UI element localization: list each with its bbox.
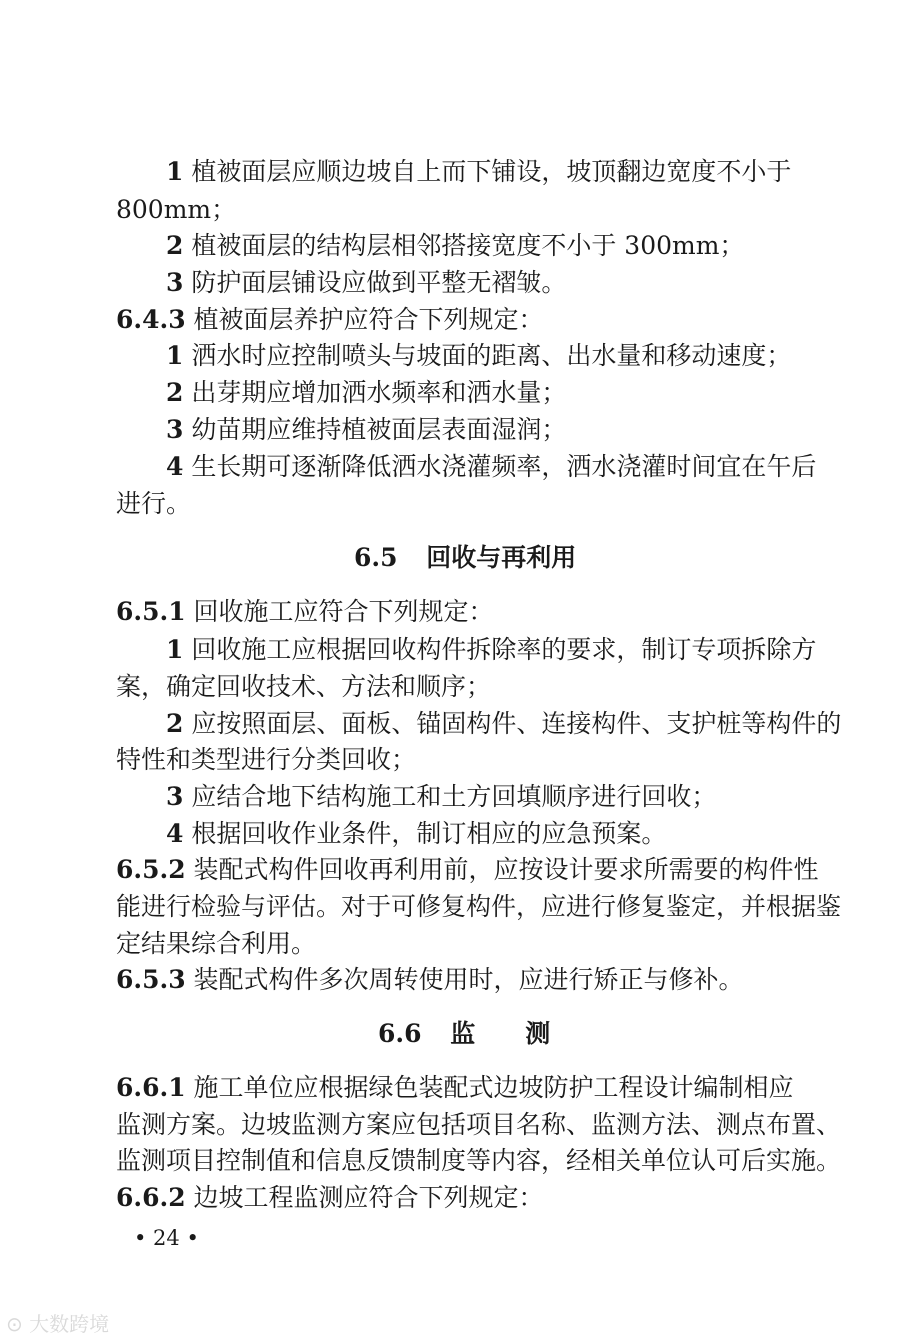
clause-number: 6.6.1 xyxy=(116,1073,186,1102)
continuation-text: 监测方案。边坡监测方案应包括项目名称、监测方法、测点布置、 xyxy=(116,1110,842,1139)
watermark-text: 大数跨境 xyxy=(29,1312,110,1336)
continuation-text: 监测项目控制值和信息反馈制度等内容，经相关单位认可后实施。 xyxy=(116,1146,842,1175)
continuation-text: 案，确定回收技术、方法和顺序； xyxy=(116,672,492,701)
clause-text: 植被面层养护应符合下列规定： xyxy=(193,305,544,334)
item-number: 2 xyxy=(166,231,184,260)
list-item xyxy=(166,228,826,264)
list-item xyxy=(166,412,826,448)
list-item xyxy=(166,338,826,374)
continuation-text: 能进行检验与评估。对于可修复构件，应进行修复鉴定，并根据鉴 xyxy=(116,892,842,921)
continuation-text: 特性和类型进行分类回收； xyxy=(116,745,417,774)
clause-text: 边坡工程监测应符合下列规定： xyxy=(193,1183,544,1212)
clause-text: 施工单位应根据绿色装配式边坡防护工程设计编制相应 xyxy=(193,1073,794,1102)
clause-number: 6.6.2 xyxy=(116,1183,186,1212)
item-number: 1 xyxy=(166,157,184,186)
section-title: 回收与再利用 xyxy=(426,543,577,572)
clause xyxy=(116,852,819,888)
item-text: 根据回收作业条件，制订相应的应急预案。 xyxy=(191,819,667,848)
clause xyxy=(116,302,816,338)
page-number: • 24 • xyxy=(134,1226,199,1250)
item-number: 2 xyxy=(166,709,184,738)
item-text: 幼苗期应维持植被面层表面湿润； xyxy=(191,415,567,444)
section-heading xyxy=(378,1016,618,1052)
list-item xyxy=(166,265,826,301)
list-item xyxy=(166,449,826,485)
item-text: 回收施工应根据回收构件拆除率的要求，制订专项拆除方 xyxy=(191,635,817,664)
clause xyxy=(116,594,816,630)
item-number: 2 xyxy=(166,378,184,407)
item-text: 植被面层应顺边坡自上而下铺设，坡顶翻边宽度不小于 xyxy=(191,157,792,186)
item-number: 1 xyxy=(166,635,184,664)
list-item xyxy=(166,706,842,742)
continuation-text: 定结果综合利用。 xyxy=(116,929,317,958)
item-text: 应按照面层、面板、锚固构件、连接构件、支护桩等构件的 xyxy=(191,709,842,738)
list-item xyxy=(166,375,826,411)
list-item xyxy=(166,632,826,668)
item-number: 4 xyxy=(166,819,184,848)
item-number: 4 xyxy=(166,452,184,481)
clause-number: 6.5.3 xyxy=(116,965,186,994)
watermark-logo-icon: ⊙ xyxy=(6,1312,23,1336)
clause xyxy=(116,962,816,998)
item-text: 防护面层铺设应做到平整无褶皱。 xyxy=(191,268,567,297)
clause-text: 装配式构件回收再利用前，应按设计要求所需要的构件性 xyxy=(193,855,819,884)
item-number: 1 xyxy=(166,341,184,370)
item-text: 植被面层的结构层相邻搭接宽度不小于 300mm； xyxy=(191,231,745,260)
item-number: 3 xyxy=(166,415,184,444)
list-item xyxy=(166,816,826,852)
continuation-text: 800mm； xyxy=(116,195,237,224)
item-text: 出芽期应增加洒水频率和洒水量； xyxy=(191,378,567,407)
clause xyxy=(116,1180,816,1216)
continuation-text: 进行。 xyxy=(116,489,192,518)
list-item xyxy=(166,154,826,190)
section-number: 6.5 xyxy=(354,543,398,572)
clause-number: 6.4.3 xyxy=(116,305,186,334)
clause-number: 6.5.1 xyxy=(116,597,186,626)
clause-text: 回收施工应符合下列规定： xyxy=(193,597,494,626)
list-item xyxy=(166,779,826,815)
section-number: 6.6 xyxy=(378,1019,422,1048)
clause-text: 装配式构件多次周转使用时，应进行矫正与修补。 xyxy=(193,965,744,994)
item-text: 应结合地下结构施工和土方回填顺序进行回收； xyxy=(191,782,717,811)
clause xyxy=(116,1070,816,1106)
item-number: 3 xyxy=(166,782,184,811)
watermark xyxy=(6,1308,109,1337)
item-number: 3 xyxy=(166,268,184,297)
item-text: 生长期可逐渐降低洒水浇灌频率，洒水浇灌时间宜在午后 xyxy=(191,452,817,481)
clause-number: 6.5.2 xyxy=(116,855,186,884)
section-heading xyxy=(354,540,614,576)
section-title: 监 测 xyxy=(450,1019,551,1048)
item-text: 洒水时应控制喷头与坡面的距离、出水量和移动速度； xyxy=(191,341,792,370)
